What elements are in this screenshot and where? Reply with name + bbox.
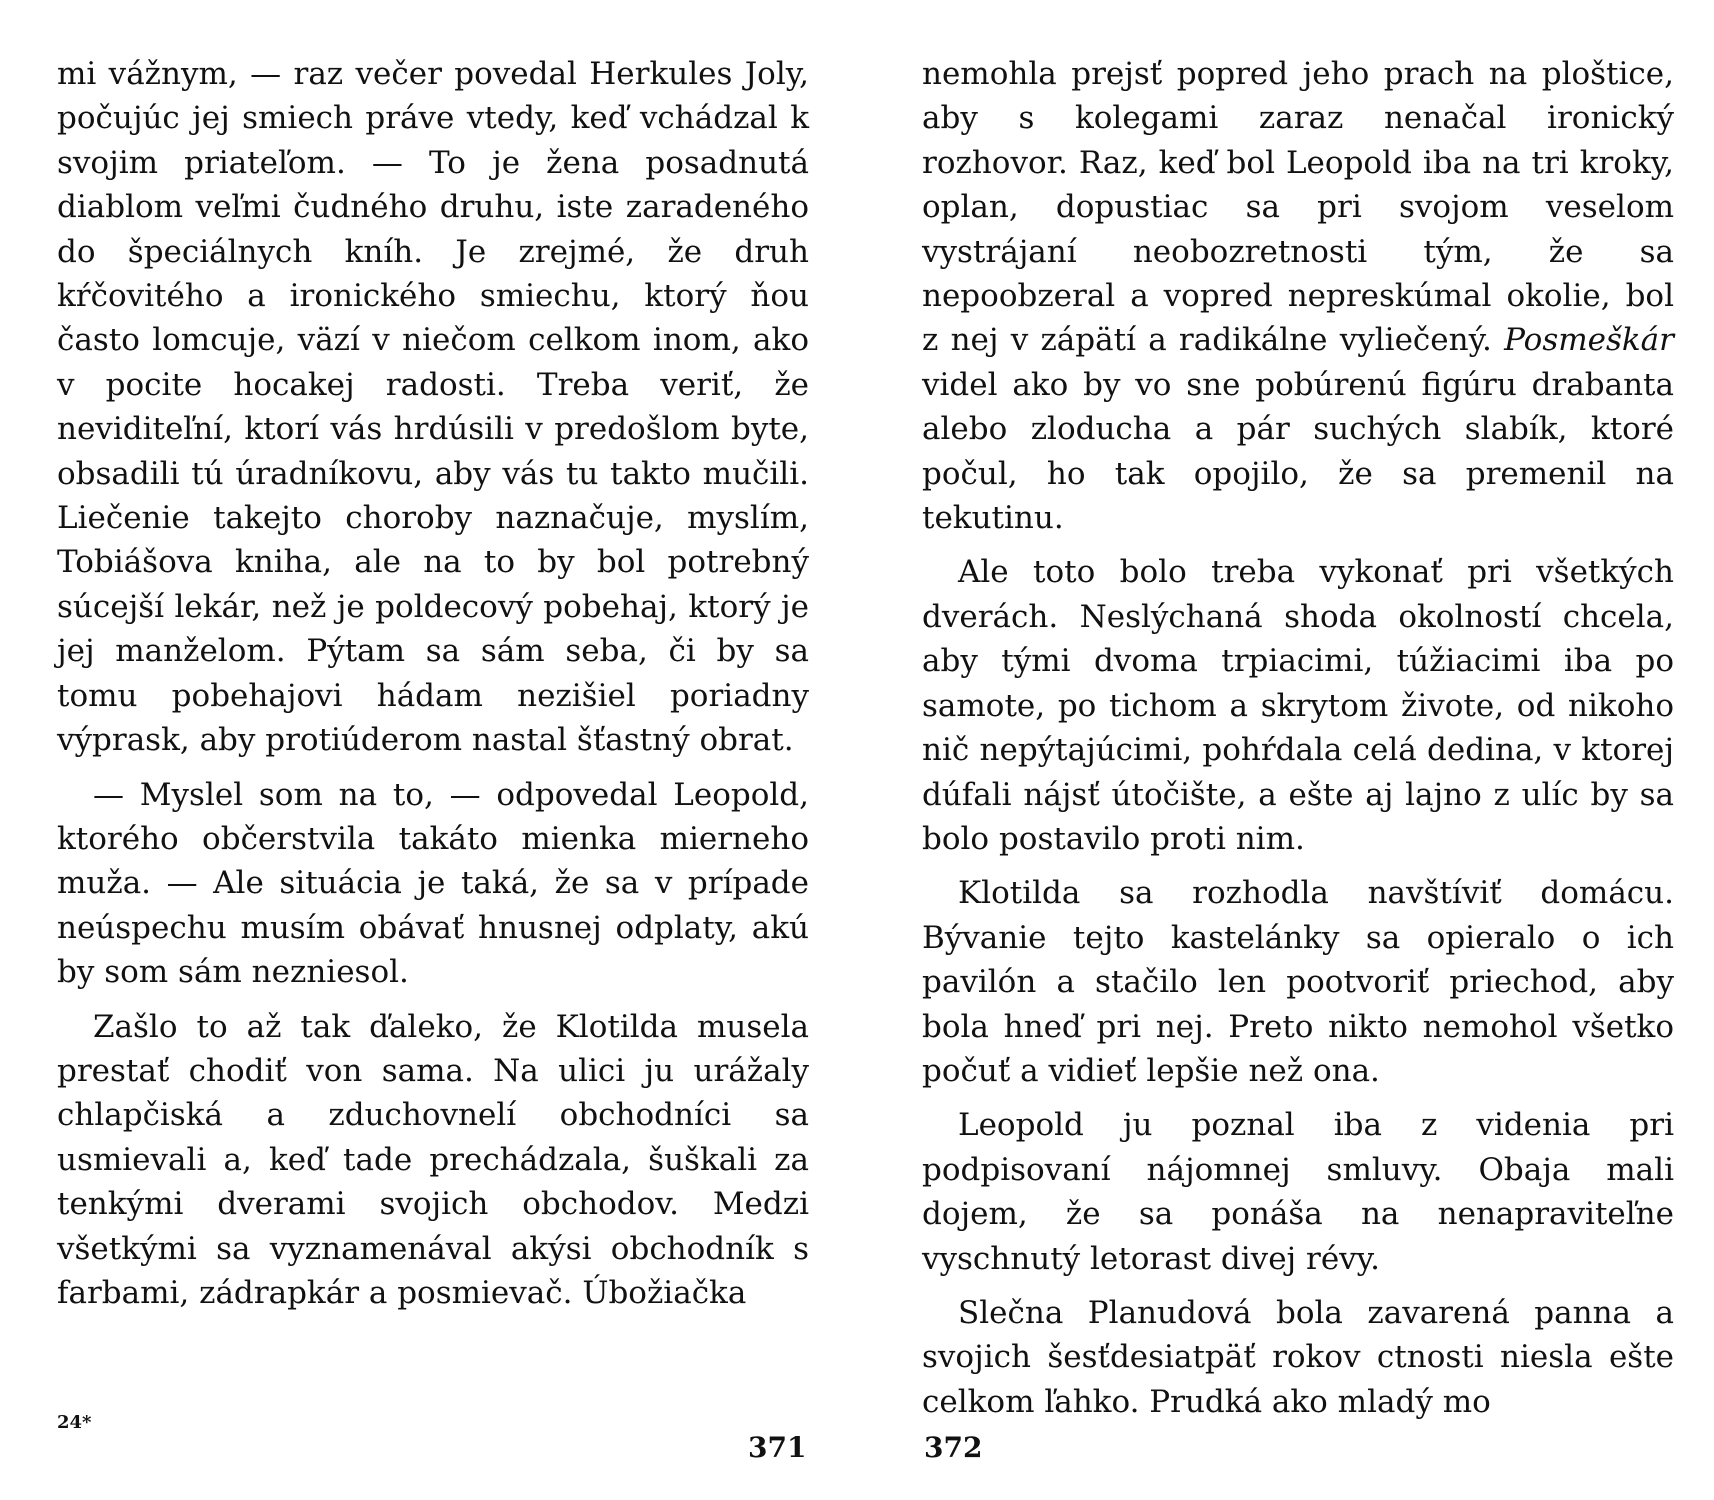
- left-paragraph-1: mi vážnym, — raz večer povedal Herkules Joly, počujúc jej smiech práve vtedy, keď vchádzal k svojim priateľom. — To je žena posadnutá diablom veľmi čudného druhu, iste zaradeného do špeciálnych kníh. Je zrejmé, že druh kŕčovitého a ironického smiechu, ktorý ňou často lomcuje, väzí v niečom celkom inom, ako v pocite hocakej radosti. Treba veriť, že neviditeľní, ktorí vás hrdúsili v predošlom byte, obsadili tú úradníkovu, aby vás tu takto mučili. Liečenie takejto choroby naznačuje, myslím, Tobiášova kniha, ale na to by bol potrebný súcejší lekár, než je poldecový pobehaj, ktorý je jej manželom. Pýtam sa sám seba, či by sa tomu pobehajovi hádam nezišiel poriadny výprask, aby protiúderom nastal šťastný obrat.: [57, 56, 809, 759]
- right-paragraph-5: Slečna Planudová bola zavarená panna a svojich šesťdesiatpäť rokov ctnosti niesla ešte celkom ľahko. Prudká ako mladý mo: [922, 1294, 1674, 1420]
- right-page: [922, 52, 1674, 1424]
- right-paragraph-1-italic: Posmeškár: [1504, 322, 1674, 359]
- left-paragraph-2: — Myslel som na to, — odpovedal Leopold, ktorého občerstvila takáto mienka mierneho muža. — Ale situácia je taká, že sa v prípade neúspechu musím obávať hnusnej odplaty, akú by som sám nezniesol.: [57, 776, 809, 991]
- right-paragraph-1: [922, 52, 1674, 540]
- left-page: [57, 52, 809, 1315]
- right-paragraph-1-text-a: nemohla prejsť popred jeho prach na ploštice, aby s kolegami zaraz nenačal ironický rozhovor. Raz, keď bol Leopold iba na tri kroky, oplan, dopustiac sa pri svojom veselom vystrájaní neobozretnosti tým, že sa nepoobzeral a vopred nepreskúmal okolie, bol z nej v zápätí a radikálne vyliečený.: [922, 56, 1674, 359]
- left-paragraph-3: Zašlo to až tak ďaleko, že Klotilda musela prestať chodiť von sama. Na ulici ju urážaly chlapčiská a zduchovnelí obchodníci sa usmievali a, keď tade prechádzala, šuškali za tenkými dverami svojich obchodov. Medzi všetkými sa vyznamenával akýsi obchodník s farbami, zádrapkár a posmievač. Úbožiačka: [57, 1008, 809, 1311]
- right-paragraph-3: Klotilda sa rozhodla navštíviť domácu. Bývanie tejto kastelánky sa opieralo o ich pavilón a stačilo len pootvoriť priechod, aby bola hneď pri nej. Preto nikto nemohol všetko počuť a vidieť lepšie než ona.: [922, 875, 1674, 1089]
- right-paragraph-2: Ale toto bolo treba vykonať pri všetkých dverách. Neslýchaná shoda okolností chcela, aby tými dvoma trpiacimi, túžiacimi iba po samote, po tichom a skrytom živote, od nikoho nič nepýtajúcimi, pohŕdala celá dedina, v ktorej dúfali nájsť útočište, a ešte aj lajno z ulíc by sa bolo postavilo proti nim.: [922, 554, 1674, 857]
- right-paragraph-4: Leopold ju poznal iba z videnia pri podpisovaní nájomnej smluvy. Obaja mali dojem, že sa ponáša na nenapraviteľne vyschnutý letorast divej révy.: [922, 1107, 1674, 1277]
- page-number-left: 371: [748, 1431, 807, 1464]
- right-paragraph-1-text-b: videl ako by vo sne pobúrenú figúru drabanta alebo zloducha a pár suchých slabík, ktoré počul, ho tak opojilo, že sa premenil na tekutinu.: [922, 366, 1674, 537]
- signature-mark: 24*: [57, 1412, 92, 1433]
- page-number-right: 372: [924, 1431, 983, 1464]
